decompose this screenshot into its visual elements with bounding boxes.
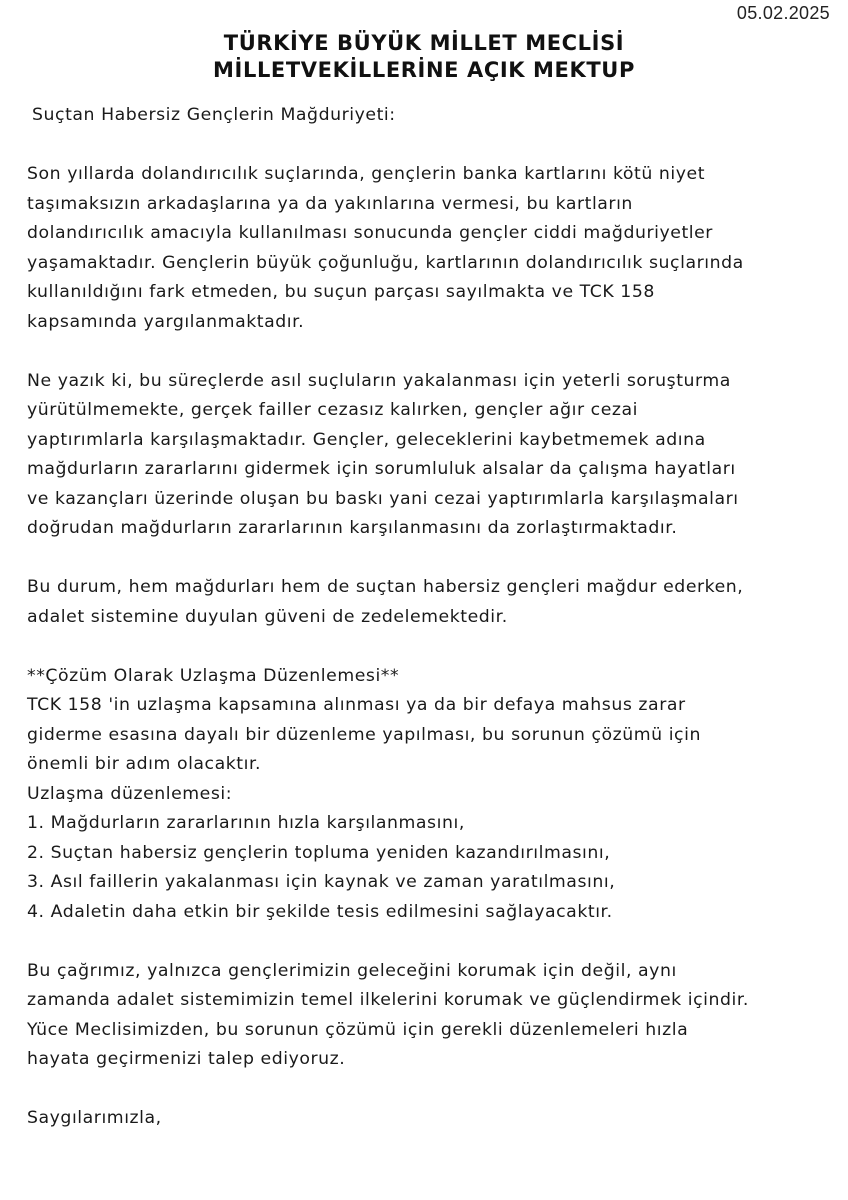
paragraph-4 [27,691,837,780]
paragraph-3 [27,573,837,632]
list-item: 4. Adaletin daha etkin bir şekilde tesis edilmesini sağlayacaktır. [27,901,613,922]
title-line-1: TÜRKİYE BÜYÜK MİLLET MECLİSİ [223,31,625,55]
paragraph-line: zamanda adalet sistemimizin temel ilkelerini korumak ve güçlendirmek içindir. [27,990,749,1010]
letter-date: 05.02.2025 [736,3,830,23]
paragraph-line: Yüce Meclisimizden, bu sorunun çözümü için gerekli düzenlemeleri hızla [27,1019,689,1040]
paragraph-line: hayata geçirmenizi talep ediyoruz. [27,1049,346,1069]
paragraph-line: taşımaksızın arkadaşlarına ya da yakınlarına vermesi, bu kartların [27,193,633,214]
paragraph-5 [27,957,837,1075]
paragraph-line: doğrudan mağdurların zararlarının karşılanmasını da zorlaştırmaktadır. [27,518,678,538]
paragraph-line: yürütülmemekte, gerçek failler cezasız kalırken, gençler ağır cezai [27,400,638,420]
list-item: 3. Asıl faillerin yakalanması için kaynak ve zaman yaratılmasını, [27,872,616,892]
paragraph-line: giderme esasına dayalı bir düzenleme yapılması, bu sorunun çözümü için [27,724,701,745]
paragraph-line: kullanıldığını fark etmeden, bu suçun parçası sayılmakta ve TCK 158 [27,282,655,302]
title-line-2: MİLLETVEKİLLERİNE AÇIK MEKTUP [213,58,635,82]
paragraph-line: kapsamında yargılanmaktadır. [27,311,305,332]
solution-heading: **Çözüm Olarak Uzlaşma Düzenlemesi** [27,665,400,686]
paragraph-line: dolandırıcılık amacıyla kullanılması sonucunda gençler ciddi mağduriyetler [27,223,713,243]
list-intro: Uzlaşma düzenlemesi: [27,783,233,804]
paragraph-line: önemli bir adım olacaktır. [27,754,262,774]
paragraph-2 [27,367,837,544]
page-title [0,30,848,84]
paragraph-line: mağdurların zararlarını gidermek için sorumluluk alsalar da çalışma hayatları [27,459,736,479]
numbered-list [27,809,837,927]
paragraph-line: yaşamaktadır. Gençlerin büyük çoğunluğu, kartlarının dolandırıcılık suçlarında [27,252,744,273]
list-item: 2. Suçtan habersiz gençlerin topluma yeniden kazandırılmasını, [27,842,611,863]
paragraph-line: Ne yazık ki, bu süreçlerde asıl suçluların yakalanması için yeterli soruşturma [27,370,731,391]
paragraph-line: Son yıllarda dolandırıcılık suçlarında, gençlerin banka kartlarını kötü niyet [27,164,706,184]
paragraph-line: Bu çağrımız, yalnızca gençlerimizin geleceğini korumak için değil, aynı [27,960,677,981]
paragraph-line: adalet sistemine duyulan güveni de zedelemektedir. [27,606,508,627]
paragraph-line: Bu durum, hem mağdurları hem de suçtan habersiz gençleri mağdur ederken, [27,577,744,597]
list-item: 1. Mağdurların zararlarının hızla karşılanmasını, [27,813,465,833]
letter-subtitle: Suçtan Habersiz Gençlerin Mağduriyeti: [32,105,396,125]
paragraph-line: TCK 158 'in uzlaşma kapsamına alınması ya da bir defaya mahsus zarar [27,695,686,715]
paragraph-line: ve kazançları üzerinde oluşan bu baskı yani cezai yaptırımlarla karşılaşmaları [27,488,739,509]
closing-salutation: Saygılarımızla, [27,1108,162,1128]
letter-body [27,101,837,1134]
paragraph-line: yaptırımlarla karşılaşmaktadır. Gençler, geleceklerini kaybetmemek adına [27,429,706,450]
paragraph-1 [27,160,837,337]
